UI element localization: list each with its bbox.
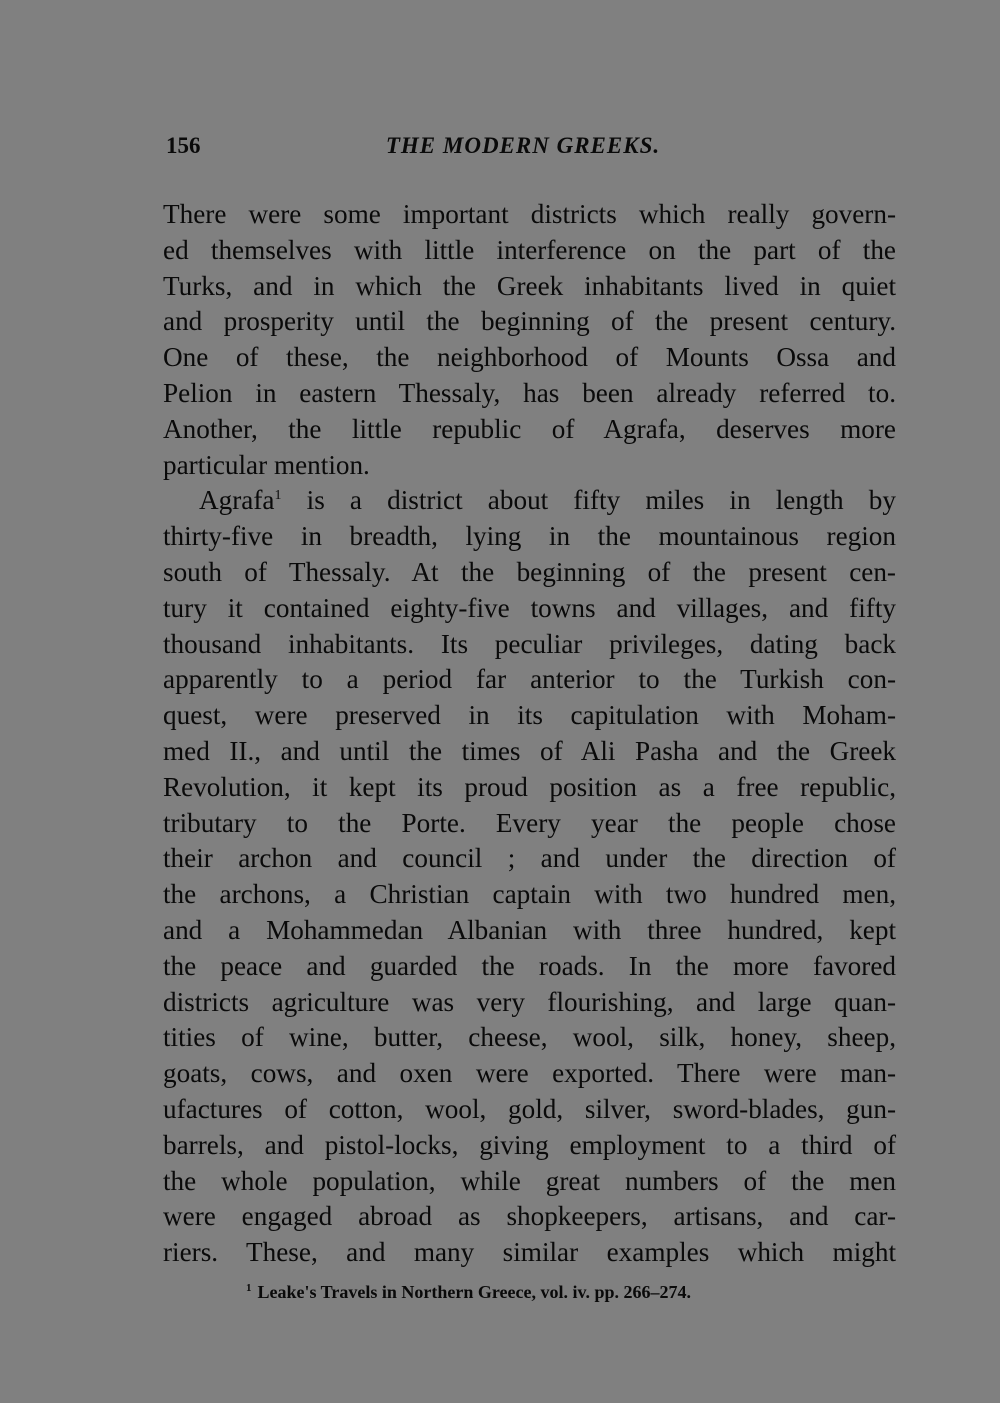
footnote-text: Leake's Travels in Northern Greece, vol. iv. pp. 266–274. bbox=[257, 1282, 691, 1302]
text-line: and prosperity until the beginning of the present century. bbox=[163, 306, 896, 337]
running-title: THE MODERN GREEKS. bbox=[385, 133, 661, 158]
text-line: Pelion in eastern Thessaly, has been already referred to. bbox=[163, 377, 896, 408]
text-line: were engaged abroad as shopkeepers, artisans, and car- bbox=[163, 1201, 896, 1232]
paragraph-1 bbox=[163, 197, 896, 483]
footnote-marker: 1 bbox=[246, 1282, 252, 1294]
text-line: ed themselves with little interference on the part of the bbox=[163, 234, 896, 265]
text-line: ufactures of cotton, wool, gold, silver, sword-blades, gun- bbox=[163, 1093, 896, 1124]
text-line: thirty-five in breadth, lying in the mountainous region bbox=[163, 521, 896, 552]
text-line: tities of wine, butter, cheese, wool, silk, honey, sheep, bbox=[163, 1022, 896, 1053]
text-line: thousand inhabitants. Its peculiar privileges, dating back bbox=[163, 628, 896, 659]
text-line: tury it contained eighty-five towns and villages, and fifty bbox=[163, 592, 896, 623]
text-line: the whole population, while great numbers of the men bbox=[163, 1165, 896, 1196]
text-line: One of these, the neighborhood of Mounts Ossa and bbox=[163, 342, 896, 373]
paragraph-first-word: Agrafa bbox=[199, 485, 275, 516]
page-number: 156 bbox=[166, 133, 201, 158]
text-line: apparently to a period far anterior to the Turkish con- bbox=[163, 664, 896, 695]
text-line-first bbox=[163, 483, 896, 519]
text-line: the peace and guarded the roads. In the more favored bbox=[163, 950, 896, 981]
text-line: the archons, a Christian captain with two hundred men, bbox=[163, 879, 896, 910]
text-line: Revolution, it kept its proud position as a free republic, bbox=[163, 771, 896, 802]
footnote-reference: 1 bbox=[274, 488, 282, 504]
text-line: There were some important districts which really govern- bbox=[163, 199, 896, 229]
footnote bbox=[246, 1282, 866, 1303]
text-line: and a Mohammedan Albanian with three hundred, kept bbox=[163, 914, 896, 945]
text-line: Turks, and in which the Greek inhabitants lived in quiet bbox=[163, 270, 896, 301]
text-line: barrels, and pistol-locks, giving employment to a third of bbox=[163, 1129, 896, 1160]
text-line: particular mention. bbox=[163, 449, 370, 480]
text-line: Another, the little republic of Agrafa, deserves more bbox=[163, 413, 896, 444]
text-line: med II., and until the times of Ali Pasha and the Greek bbox=[163, 735, 896, 766]
text-line: their archon and council ; and under the direction of bbox=[163, 843, 896, 874]
text-line: south of Thessaly. At the beginning of the present cen- bbox=[163, 556, 896, 587]
text-line: quest, were preserved in its capitulation with Moham- bbox=[163, 700, 896, 731]
text-line: goats, cows, and oxen were exported. There were man- bbox=[163, 1058, 896, 1089]
page-header bbox=[164, 133, 896, 165]
text-line: tributary to the Porte. Every year the people chose bbox=[163, 807, 896, 838]
text-line: riers. These, and many similar examples which might bbox=[163, 1237, 896, 1268]
paragraph-2 bbox=[163, 483, 896, 1271]
text-line: districts agriculture was very flourishing, and large quan- bbox=[163, 986, 896, 1017]
body-text bbox=[163, 197, 896, 1271]
first-line-rest: is a district about fifty miles in length by bbox=[281, 485, 896, 516]
